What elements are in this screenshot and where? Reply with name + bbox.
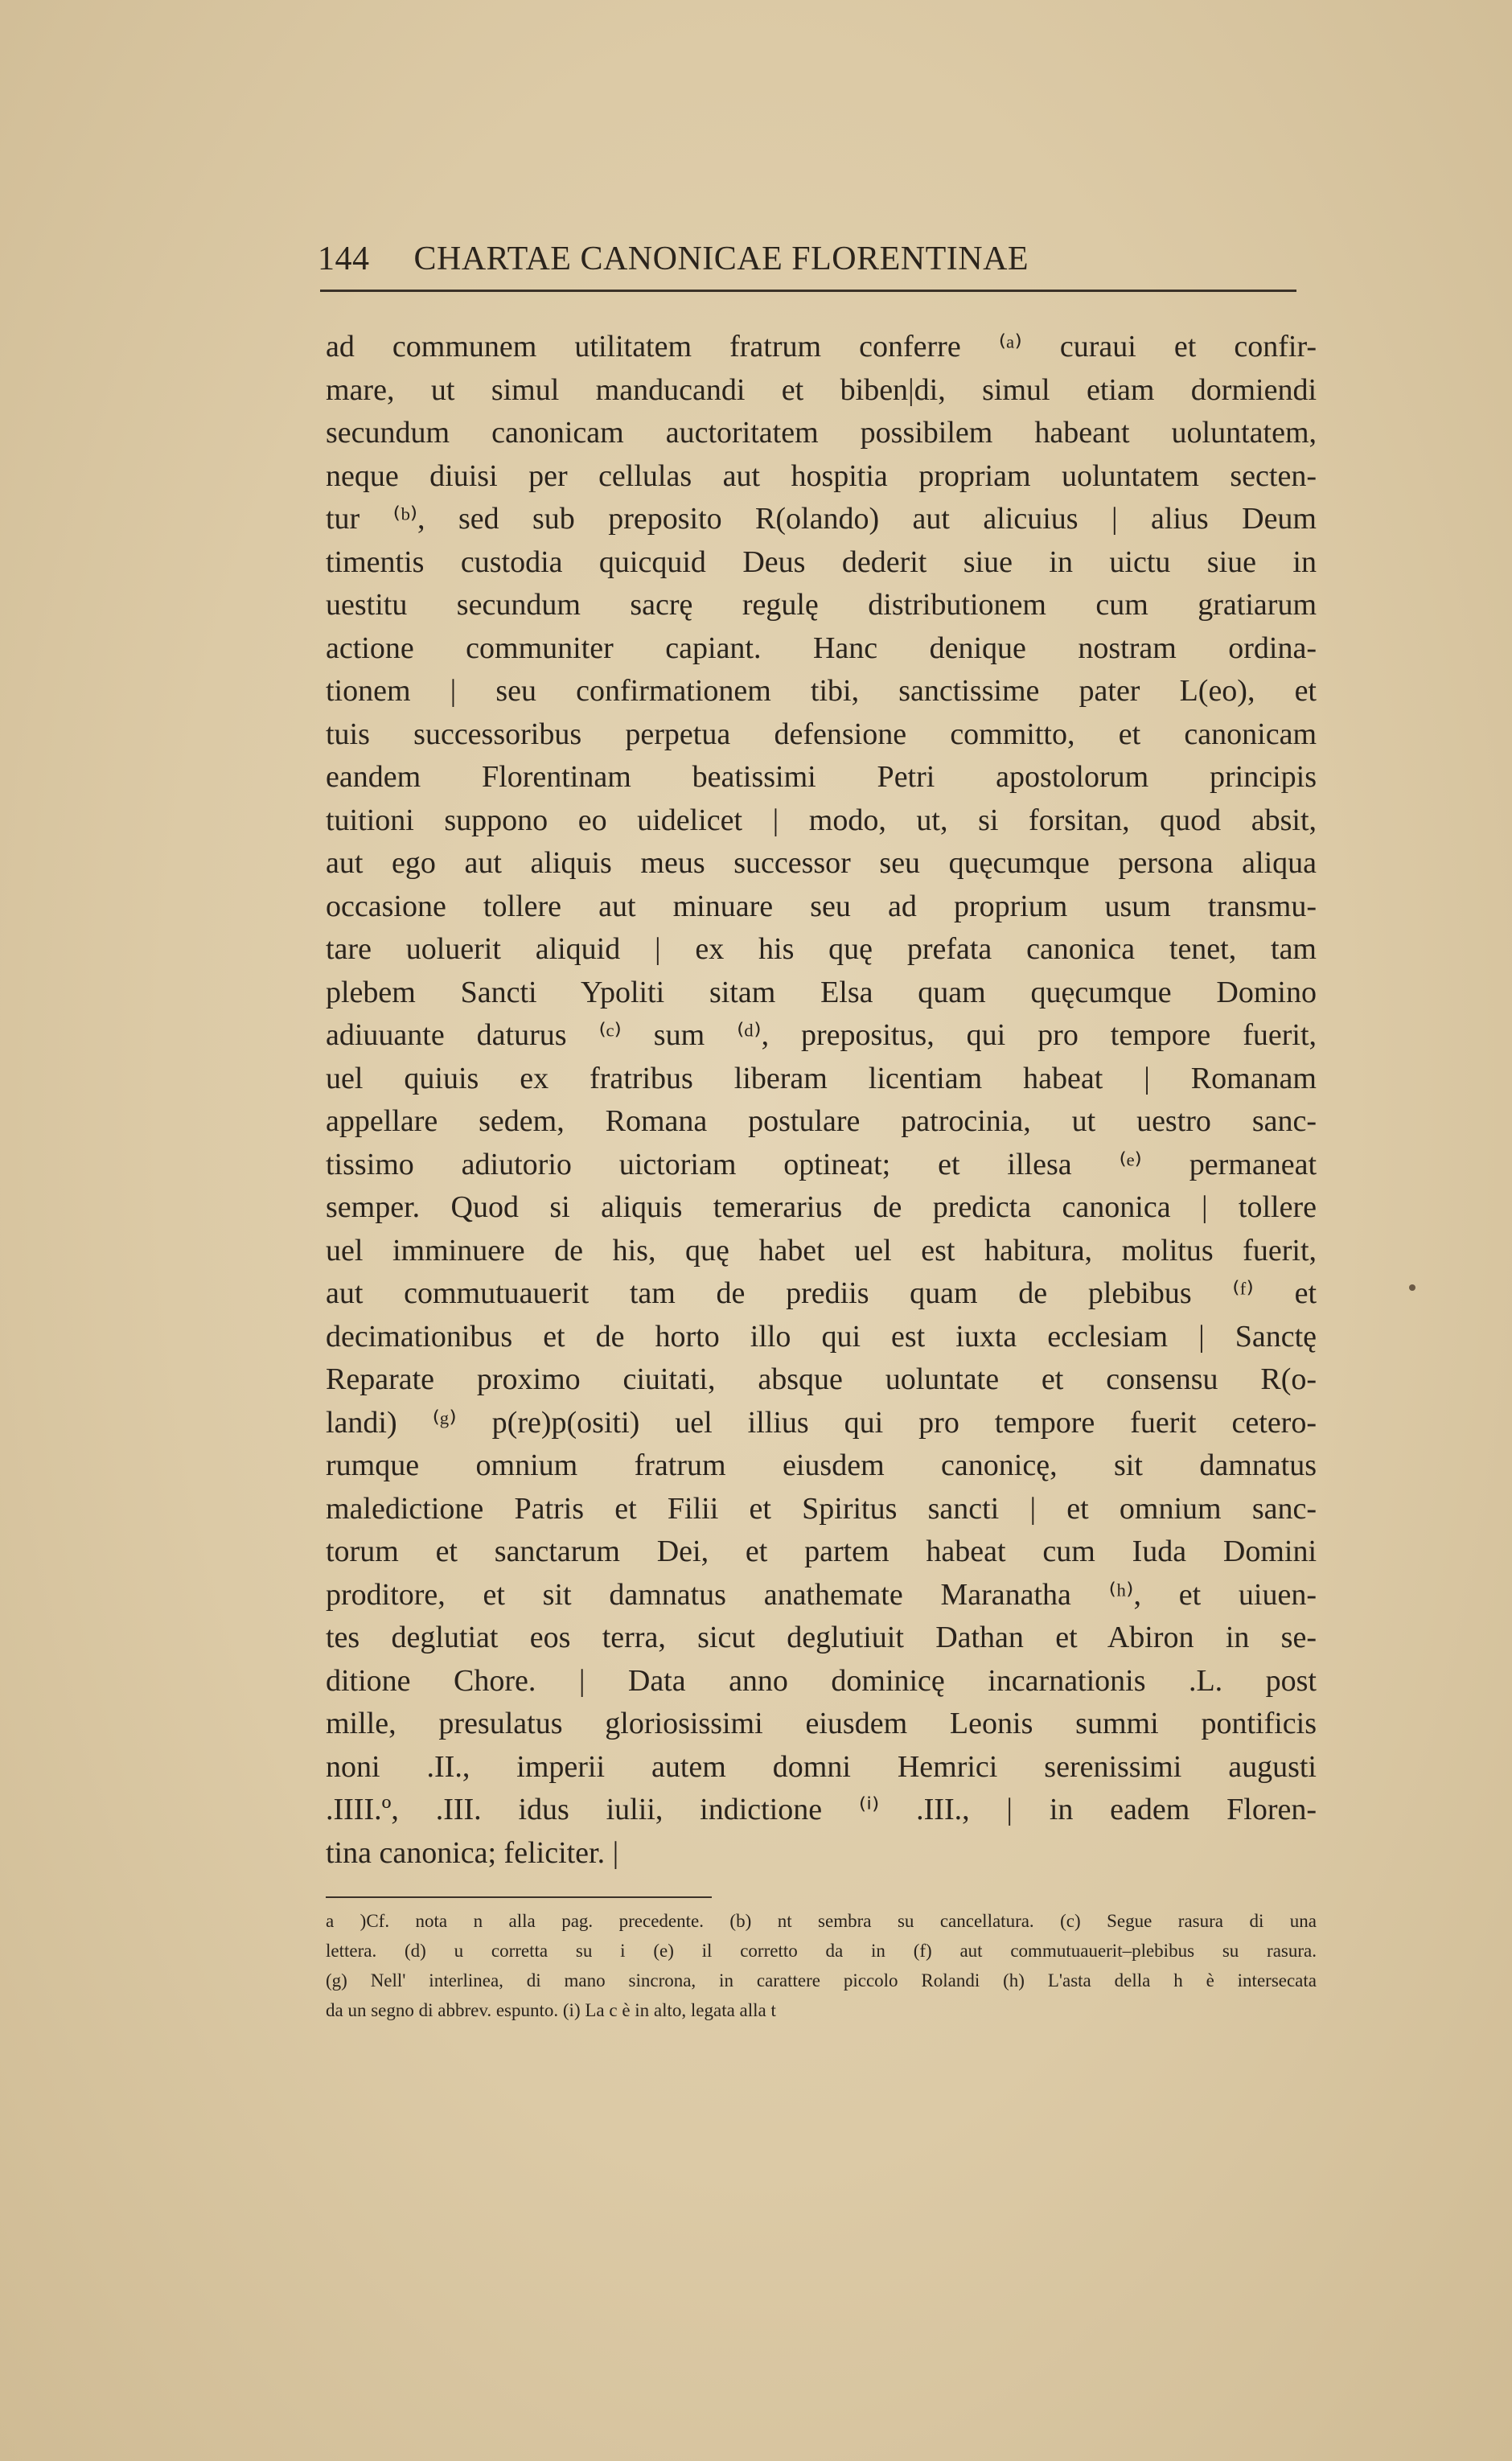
text-line: Reparate proximo ciuitati, absque uoluntate et consensu R(o- xyxy=(326,1362,1317,1396)
text-line: aut commutuauerit tam de prediis quam de plebibus ⁽ᶠ⁾ et xyxy=(326,1276,1317,1310)
text-line: uel quiuis ex fratribus liberam licentiam habeat | Romanam xyxy=(326,1061,1317,1095)
text-line: tuis successoribus perpetua defensione committo, et canonicam xyxy=(326,717,1317,751)
text-line: occasione tollere aut minuare seu ad proprium usum transmu- xyxy=(326,889,1317,923)
text-line: neque diuisi per cellulas aut hospitia propriam uoluntatem secten- xyxy=(326,458,1317,493)
text-line: tur ⁽ᵇ⁾, sed sub preposito R(olando) aut alicuius | alius Deum xyxy=(326,502,1317,536)
text-line: landi) ⁽ᵍ⁾ p(re)p(ositi) uel illius qui pro tempore fuerit cetero- xyxy=(326,1405,1317,1440)
text-line: torum et sanctarum Dei, et partem habeat cum Iuda Domini xyxy=(326,1535,1317,1568)
text-line: rumque omnium fratrum eiusdem canonicę, sit damnatus xyxy=(326,1448,1317,1482)
text-line: tes deglutiat eos terra, sicut deglutiuit Dathan et Abiron in se- xyxy=(326,1621,1317,1654)
text-line: mille, presulatus gloriosissimi eiusdem Leonis summi pontificis xyxy=(326,1707,1317,1740)
footnote-line: (g) Nell' interlinea, di mano sincrona, in carattere piccolo Rolandi (h) L'asta della h è intersecata xyxy=(326,1970,1317,1991)
text-line: .IIII.º, .III. idus iulii, indictione ⁽ⁱ⁾ .III., | in eadem Floren- xyxy=(326,1793,1317,1826)
text-line: actione communiter capiant. Hanc denique nostram ordina- xyxy=(326,631,1317,665)
text-line: maledictione Patris et Filii et Spiritus sancti | et omnium sanc- xyxy=(326,1491,1317,1526)
text-line: ditione Chore. | Data anno dominicę incarnationis .L. post xyxy=(326,1663,1317,1698)
footnote-line: a )Cf. nota n alla pag. precedente. (b) nt sembra su cancellatura. (c) Segue rasura di una xyxy=(326,1911,1317,1931)
text-line: appellare sedem, Romana postulare patrocinia, ut uestro sanc- xyxy=(326,1104,1317,1138)
text-line: semper. Quod si aliquis temerarius de predicta canonica | tollere xyxy=(326,1190,1317,1224)
text-line: adiuuante daturus ⁽ᶜ⁾ sum ⁽ᵈ⁾, prepositus, qui pro tempore fuerit, xyxy=(326,1018,1317,1052)
text-line: proditore, et sit damnatus anathemate Maranatha ⁽ʰ⁾, et uiuen- xyxy=(326,1577,1317,1612)
page-number: 144 xyxy=(318,240,370,277)
text-line: tare uoluerit aliquid | ex his quę prefata canonica tenet, tam xyxy=(326,932,1317,966)
footnotes xyxy=(326,1906,1317,2025)
text-line: aut ego aut aliquis meus successor seu quęcumque persona aliqua xyxy=(326,846,1317,880)
running-head xyxy=(318,240,1315,278)
text-line: uestitu secundum sacrę regulę distributionem cum gratiarum xyxy=(326,588,1317,622)
text-line: decimationibus et de horto illo qui est iuxta ecclesiam | Sanctę xyxy=(326,1319,1317,1354)
text-line: noni .II., imperii autem domni Hemrici serenissimi augusti xyxy=(326,1749,1317,1784)
charter-text xyxy=(326,326,1317,1875)
text-line: tissimo adiutorio uictoriam optineat; et illesa ⁽ᵉ⁾ permaneat xyxy=(326,1147,1317,1181)
paper-speck xyxy=(1409,1284,1415,1291)
text-line: tuitioni suppono eo uidelicet | modo, ut, si forsitan, quod absit, xyxy=(326,803,1317,837)
text-line: timentis custodia quicquid Deus dederit siue in uictu siue in xyxy=(326,544,1317,579)
text-line: uel imminuere de his, quę habet uel est habitura, molitus fuerit, xyxy=(326,1233,1317,1267)
text-line: plebem Sancti Ypoliti sitam Elsa quam quęcumque Domino xyxy=(326,975,1317,1009)
footnote-rule xyxy=(326,1896,712,1898)
footnote-line: lettera. (d) u corretta su i (e) il corretto da in (f) aut commutuauerit–plebibus su rasura. xyxy=(326,1941,1317,1961)
text-line: eandem Florentinam beatissimi Petri apostolorum principis xyxy=(326,760,1317,794)
text-line: mare, ut simul manducandi et biben|di, simul etiam dormiendi xyxy=(326,372,1317,407)
text-line: ad communem utilitatem fratrum conferre ⁽ᵃ⁾ curaui et confir- xyxy=(326,330,1317,364)
footnote-line: da un segno di abbrev. espunto. (i) La c è in alto, legata alla t xyxy=(326,2000,776,2020)
header-rule xyxy=(320,290,1296,292)
text-line: tina canonica; feliciter. | xyxy=(326,1835,619,1870)
text-line: tionem | seu confirmationem tibi, sanctissime pater L(eo), et xyxy=(326,674,1317,708)
text-line: secundum canonicam auctoritatem possibilem habeant uoluntatem, xyxy=(326,416,1317,450)
page-title: CHARTAE CANONICAE FLORENTINAE xyxy=(413,240,1029,277)
